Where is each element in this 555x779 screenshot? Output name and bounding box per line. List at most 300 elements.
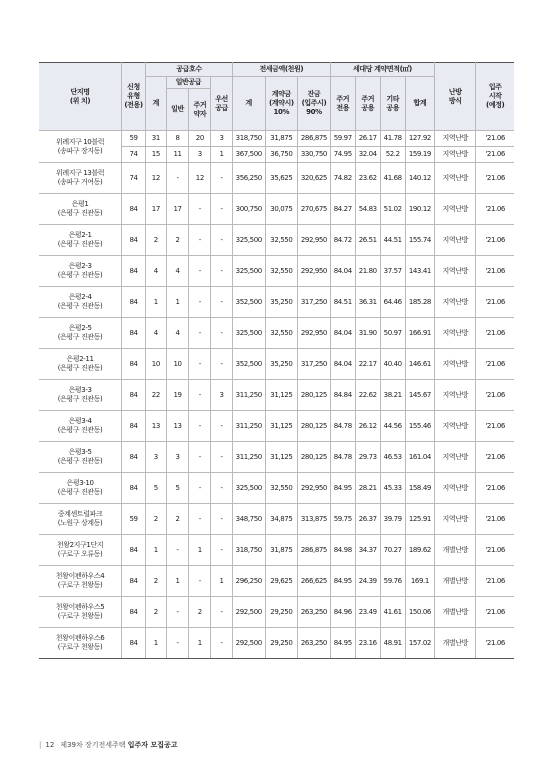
cell-heating: 지역난방 xyxy=(435,442,476,473)
cell-heating: 지역난방 xyxy=(435,473,476,504)
cell-movein: '21.06 xyxy=(476,194,514,225)
header-general: 일반 xyxy=(166,89,189,131)
cell-total: 2 xyxy=(146,225,167,256)
complex-name: 은평2-4 (은평구 진관동) xyxy=(39,287,122,318)
cell-movein: '21.06 xyxy=(476,535,514,566)
header-move-in: 입주 시작 (예정) xyxy=(476,63,514,131)
cell-movein: '21.06 xyxy=(476,504,514,535)
cell-total: 4 xyxy=(146,256,167,287)
cell-sum: 158.49 xyxy=(405,473,434,504)
cell-balance: 292,950 xyxy=(298,225,331,256)
header-vulnerable: 주거 약자 xyxy=(189,89,211,131)
cell-heating: 지역난방 xyxy=(435,225,476,256)
cell-contract: 35,625 xyxy=(265,163,298,194)
cell-movein: '21.06 xyxy=(476,628,514,659)
cell-priority: - xyxy=(211,287,233,318)
cell-balance: 263,250 xyxy=(298,628,331,659)
header-heating: 난방 방식 xyxy=(435,63,476,131)
cell-type: 59 xyxy=(122,504,146,535)
cell-vulnerable: 1 xyxy=(189,628,211,659)
cell-common: 24.39 xyxy=(355,566,380,597)
complex-name: 은평3-10 (은평구 진관동) xyxy=(39,473,122,504)
cell-vulnerable: - xyxy=(189,566,211,597)
cell-deposit: 367,500 xyxy=(232,147,265,163)
cell-movein: '21.06 xyxy=(476,131,514,147)
cell-balance: 280,125 xyxy=(298,411,331,442)
header-supply-group: 공급호수 xyxy=(146,63,233,77)
cell-priority: - xyxy=(211,473,233,504)
header-priority: 우선 공급 xyxy=(211,77,233,131)
cell-priority: - xyxy=(211,411,233,442)
cell-heating: 지역난방 xyxy=(435,504,476,535)
cell-common: 36.31 xyxy=(355,287,380,318)
cell-other: 51.02 xyxy=(380,194,405,225)
cell-common: 23.16 xyxy=(355,628,380,659)
cell-vulnerable: - xyxy=(189,194,211,225)
cell-vulnerable: - xyxy=(189,287,211,318)
cell-general: 17 xyxy=(166,194,189,225)
cell-type: 84 xyxy=(122,256,146,287)
table-row xyxy=(39,287,514,318)
cell-total: 4 xyxy=(146,318,167,349)
cell-type: 74 xyxy=(122,147,146,163)
cell-heating: 개별난방 xyxy=(435,566,476,597)
cell-deposit: 318,750 xyxy=(232,535,265,566)
cell-total: 10 xyxy=(146,349,167,380)
cell-common: 23.62 xyxy=(355,163,380,194)
cell-type: 84 xyxy=(122,535,146,566)
cell-priority: - xyxy=(211,163,233,194)
cell-sum: 159.19 xyxy=(405,147,434,163)
cell-exclusive: 84.51 xyxy=(330,287,355,318)
cell-type: 74 xyxy=(122,163,146,194)
complex-name: 천왕2지구1단지 (구로구 오류동) xyxy=(39,535,122,566)
complex-name: 은평1 (은평구 진관동) xyxy=(39,194,122,225)
cell-exclusive: 84.04 xyxy=(330,318,355,349)
cell-movein: '21.06 xyxy=(476,349,514,380)
cell-type: 84 xyxy=(122,225,146,256)
complex-name: 중계센트럴파크 (노원구 상계동) xyxy=(39,504,122,535)
cell-contract: 32,550 xyxy=(265,318,298,349)
cell-sum: 140.12 xyxy=(405,163,434,194)
cell-heating: 지역난방 xyxy=(435,194,476,225)
cell-general: - xyxy=(166,628,189,659)
complex-name: 은평2-3 (은평구 진관동) xyxy=(39,256,122,287)
cell-sum: 185.28 xyxy=(405,287,434,318)
cell-heating: 지역난방 xyxy=(435,147,476,163)
cell-sum: 166.91 xyxy=(405,318,434,349)
cell-exclusive: 84.96 xyxy=(330,597,355,628)
cell-balance: 317,250 xyxy=(298,349,331,380)
cell-type: 84 xyxy=(122,287,146,318)
cell-priority: 1 xyxy=(211,566,233,597)
cell-general: 5 xyxy=(166,473,189,504)
cell-exclusive: 84.78 xyxy=(330,442,355,473)
cell-common: 31.90 xyxy=(355,318,380,349)
cell-contract: 32,550 xyxy=(265,473,298,504)
cell-movein: '21.06 xyxy=(476,442,514,473)
header-general-group: 일반공급 xyxy=(166,77,211,89)
cell-deposit: 296,250 xyxy=(232,566,265,597)
cell-other: 59.76 xyxy=(380,566,405,597)
complex-name: 천왕이펜하우스4 (구로구 천왕동) xyxy=(39,566,122,597)
cell-general: 19 xyxy=(166,380,189,411)
cell-other: 44.51 xyxy=(380,225,405,256)
cell-priority: 3 xyxy=(211,380,233,411)
cell-sum: 157.02 xyxy=(405,628,434,659)
cell-exclusive: 84.27 xyxy=(330,194,355,225)
cell-priority: - xyxy=(211,225,233,256)
cell-general: 13 xyxy=(166,411,189,442)
cell-priority: - xyxy=(211,504,233,535)
cell-exclusive: 59.97 xyxy=(330,131,355,147)
cell-vulnerable: - xyxy=(189,504,211,535)
cell-priority: - xyxy=(211,318,233,349)
cell-exclusive: 84.04 xyxy=(330,256,355,287)
cell-total: 2 xyxy=(146,504,167,535)
cell-other: 38.21 xyxy=(380,380,405,411)
cell-movein: '21.06 xyxy=(476,566,514,597)
cell-deposit: 356,250 xyxy=(232,163,265,194)
cell-common: 28.21 xyxy=(355,473,380,504)
cell-balance: 263,250 xyxy=(298,597,331,628)
cell-exclusive: 84.78 xyxy=(330,411,355,442)
cell-total: 1 xyxy=(146,535,167,566)
cell-total: 2 xyxy=(146,566,167,597)
cell-total: 15 xyxy=(146,147,167,163)
cell-contract: 29,250 xyxy=(265,628,298,659)
footer-divider: | xyxy=(39,741,42,749)
cell-balance: 292,950 xyxy=(298,256,331,287)
cell-balance: 292,950 xyxy=(298,473,331,504)
cell-deposit: 292,500 xyxy=(232,628,265,659)
cell-sum: 150.06 xyxy=(405,597,434,628)
table-row xyxy=(39,411,514,442)
complex-name: 은평2-5 (은평구 진관동) xyxy=(39,318,122,349)
cell-sum: 127.92 xyxy=(405,131,434,147)
table-row xyxy=(39,597,514,628)
table-row xyxy=(39,473,514,504)
cell-contract: 32,550 xyxy=(265,256,298,287)
cell-heating: 개별난방 xyxy=(435,597,476,628)
cell-balance: 286,875 xyxy=(298,131,331,147)
cell-total: 31 xyxy=(146,131,167,147)
cell-vulnerable: 3 xyxy=(189,147,211,163)
page-number: 12 xyxy=(45,741,55,749)
cell-sum: 161.04 xyxy=(405,442,434,473)
cell-common: 21.80 xyxy=(355,256,380,287)
cell-sum: 169.1 xyxy=(405,566,434,597)
table-row xyxy=(39,504,514,535)
complex-name: 은평2-11 (은평구 진관동) xyxy=(39,349,122,380)
cell-other: 44.56 xyxy=(380,411,405,442)
cell-other: 41.78 xyxy=(380,131,405,147)
table-row xyxy=(39,628,514,659)
cell-general: - xyxy=(166,535,189,566)
cell-contract: 31,875 xyxy=(265,131,298,147)
cell-sum: 155.74 xyxy=(405,225,434,256)
cell-other: 37.57 xyxy=(380,256,405,287)
cell-deposit: 348,750 xyxy=(232,504,265,535)
cell-common: 26.51 xyxy=(355,225,380,256)
cell-contract: 31,875 xyxy=(265,535,298,566)
cell-heating: 지역난방 xyxy=(435,163,476,194)
cell-contract: 29,250 xyxy=(265,597,298,628)
cell-heating: 지역난방 xyxy=(435,411,476,442)
header-type: 신청 유형 (전용) xyxy=(122,63,146,131)
cell-other: 70.27 xyxy=(380,535,405,566)
cell-common: 32.04 xyxy=(355,147,380,163)
footer-doc-title-bold: 입주자 모집공고 xyxy=(127,741,178,749)
cell-balance: 317,250 xyxy=(298,287,331,318)
cell-movein: '21.06 xyxy=(476,473,514,504)
cell-contract: 35,250 xyxy=(265,287,298,318)
cell-priority: 3 xyxy=(211,131,233,147)
cell-common: 26.17 xyxy=(355,131,380,147)
header-contract-deposit: 계약금 (계약시) 10% xyxy=(265,77,298,131)
cell-type: 84 xyxy=(122,442,146,473)
table-row xyxy=(39,131,514,147)
cell-common: 54.83 xyxy=(355,194,380,225)
cell-heating: 지역난방 xyxy=(435,318,476,349)
cell-movein: '21.06 xyxy=(476,411,514,442)
cell-deposit: 352,500 xyxy=(232,349,265,380)
complex-name: 은평3-4 (은평구 진관동) xyxy=(39,411,122,442)
cell-exclusive: 84.72 xyxy=(330,225,355,256)
cell-general: - xyxy=(166,163,189,194)
header-area-total: 합계 xyxy=(405,77,434,131)
cell-exclusive: 84.04 xyxy=(330,349,355,380)
cell-general: - xyxy=(166,597,189,628)
cell-exclusive: 74.95 xyxy=(330,147,355,163)
cell-vulnerable: - xyxy=(189,473,211,504)
cell-vulnerable: - xyxy=(189,225,211,256)
cell-heating: 지역난방 xyxy=(435,287,476,318)
cell-heating: 지역난방 xyxy=(435,349,476,380)
cell-total: 3 xyxy=(146,442,167,473)
cell-vulnerable: 2 xyxy=(189,597,211,628)
cell-contract: 36,750 xyxy=(265,147,298,163)
cell-sum: 190.12 xyxy=(405,194,434,225)
cell-sum: 145.67 xyxy=(405,380,434,411)
table-row xyxy=(39,566,514,597)
cell-movein: '21.06 xyxy=(476,163,514,194)
cell-vulnerable: 20 xyxy=(189,131,211,147)
cell-type: 84 xyxy=(122,194,146,225)
cell-other: 41.68 xyxy=(380,163,405,194)
cell-vulnerable: 1 xyxy=(189,535,211,566)
header-deposit-group: 전세금액(천원) xyxy=(232,63,330,77)
header-area-other: 기타 공용 xyxy=(380,77,405,131)
complex-name: 은평3-3 (은평구 진관동) xyxy=(39,380,122,411)
cell-heating: 개별난방 xyxy=(435,628,476,659)
cell-other: 48.91 xyxy=(380,628,405,659)
cell-movein: '21.06 xyxy=(476,256,514,287)
cell-general: 1 xyxy=(166,566,189,597)
cell-sum: 143.41 xyxy=(405,256,434,287)
cell-contract: 30,075 xyxy=(265,194,298,225)
header-area-exclusive: 주거 전용 xyxy=(330,77,355,131)
cell-balance: 270,675 xyxy=(298,194,331,225)
complex-name: 위례지구 13블럭 (송파구 거여동) xyxy=(39,163,122,194)
cell-heating: 지역난방 xyxy=(435,256,476,287)
cell-priority: - xyxy=(211,349,233,380)
cell-movein: '21.06 xyxy=(476,147,514,163)
cell-general: 4 xyxy=(166,256,189,287)
table-row xyxy=(39,163,514,194)
cell-total: 13 xyxy=(146,411,167,442)
cell-type: 84 xyxy=(122,628,146,659)
complex-name: 은평3-5 (은평구 진관동) xyxy=(39,442,122,473)
cell-balance: 266,625 xyxy=(298,566,331,597)
cell-exclusive: 84.95 xyxy=(330,628,355,659)
cell-type: 84 xyxy=(122,318,146,349)
cell-deposit: 292,500 xyxy=(232,597,265,628)
cell-total: 5 xyxy=(146,473,167,504)
header-deposit-total: 계 xyxy=(232,77,265,131)
cell-contract: 35,250 xyxy=(265,349,298,380)
cell-general: 4 xyxy=(166,318,189,349)
cell-balance: 320,625 xyxy=(298,163,331,194)
cell-deposit: 352,500 xyxy=(232,287,265,318)
cell-other: 45.33 xyxy=(380,473,405,504)
table-row xyxy=(39,380,514,411)
cell-deposit: 325,500 xyxy=(232,473,265,504)
cell-common: 26.12 xyxy=(355,411,380,442)
cell-movein: '21.06 xyxy=(476,318,514,349)
header-area-group: 세대당 계약면적(㎡) xyxy=(330,63,434,77)
cell-vulnerable: - xyxy=(189,442,211,473)
cell-contract: 31,125 xyxy=(265,380,298,411)
cell-type: 84 xyxy=(122,380,146,411)
cell-common: 26.37 xyxy=(355,504,380,535)
cell-common: 22.62 xyxy=(355,380,380,411)
cell-contract: 34,875 xyxy=(265,504,298,535)
cell-deposit: 300,750 xyxy=(232,194,265,225)
cell-vulnerable: - xyxy=(189,256,211,287)
cell-general: 1 xyxy=(166,287,189,318)
cell-sum: 125.91 xyxy=(405,504,434,535)
cell-contract: 31,125 xyxy=(265,442,298,473)
cell-balance: 280,125 xyxy=(298,442,331,473)
cell-balance: 292,950 xyxy=(298,318,331,349)
cell-heating: 지역난방 xyxy=(435,380,476,411)
complex-name: 위례지구 10블럭 (송파구 장지동) xyxy=(39,131,122,163)
cell-balance: 280,125 xyxy=(298,380,331,411)
cell-type: 84 xyxy=(122,349,146,380)
cell-priority: - xyxy=(211,628,233,659)
cell-type: 59 xyxy=(122,131,146,147)
footer-doc-title: 제39차 장기전세주택 xyxy=(60,741,126,749)
cell-contract: 31,125 xyxy=(265,411,298,442)
cell-balance: 330,750 xyxy=(298,147,331,163)
cell-deposit: 311,250 xyxy=(232,380,265,411)
page-footer xyxy=(39,740,178,750)
table-row xyxy=(39,318,514,349)
cell-balance: 286,875 xyxy=(298,535,331,566)
header-area-common: 주거 공용 xyxy=(355,77,380,131)
cell-other: 46.53 xyxy=(380,442,405,473)
cell-exclusive: 84.95 xyxy=(330,566,355,597)
cell-heating: 지역난방 xyxy=(435,131,476,147)
header-supply-total: 계 xyxy=(146,77,167,131)
table-row xyxy=(39,349,514,380)
cell-general: 8 xyxy=(166,131,189,147)
header-complex: 단지명 (위 치) xyxy=(39,63,122,131)
cell-movein: '21.06 xyxy=(476,287,514,318)
cell-other: 39.79 xyxy=(380,504,405,535)
cell-exclusive: 84.95 xyxy=(330,473,355,504)
cell-total: 1 xyxy=(146,287,167,318)
table-row xyxy=(39,194,514,225)
cell-general: 11 xyxy=(166,147,189,163)
cell-type: 84 xyxy=(122,566,146,597)
complex-name: 천왕이펜하우스5 (구로구 천왕동) xyxy=(39,597,122,628)
cell-contract: 32,550 xyxy=(265,225,298,256)
housing-supply-table xyxy=(39,62,514,659)
cell-vulnerable: - xyxy=(189,380,211,411)
cell-type: 84 xyxy=(122,597,146,628)
cell-general: 2 xyxy=(166,504,189,535)
cell-total: 1 xyxy=(146,628,167,659)
cell-type: 84 xyxy=(122,411,146,442)
cell-deposit: 325,500 xyxy=(232,256,265,287)
cell-common: 22.17 xyxy=(355,349,380,380)
cell-sum: 189.62 xyxy=(405,535,434,566)
cell-total: 22 xyxy=(146,380,167,411)
table-row xyxy=(39,535,514,566)
cell-type: 84 xyxy=(122,473,146,504)
table-row xyxy=(39,256,514,287)
cell-general: 3 xyxy=(166,442,189,473)
cell-other: 52.2 xyxy=(380,147,405,163)
cell-deposit: 325,500 xyxy=(232,318,265,349)
table-row xyxy=(39,225,514,256)
cell-other: 40.40 xyxy=(380,349,405,380)
cell-sum: 155.46 xyxy=(405,411,434,442)
cell-priority: - xyxy=(211,194,233,225)
cell-common: 23.49 xyxy=(355,597,380,628)
header-balance: 잔금 (입주시) 90% xyxy=(298,77,331,131)
cell-general: 10 xyxy=(166,349,189,380)
cell-total: 12 xyxy=(146,163,167,194)
cell-other: 64.46 xyxy=(380,287,405,318)
cell-priority: - xyxy=(211,442,233,473)
cell-movein: '21.06 xyxy=(476,225,514,256)
cell-priority: 1 xyxy=(211,147,233,163)
cell-contract: 29,625 xyxy=(265,566,298,597)
cell-common: 29.73 xyxy=(355,442,380,473)
cell-deposit: 325,500 xyxy=(232,225,265,256)
cell-deposit: 311,250 xyxy=(232,442,265,473)
cell-exclusive: 74.82 xyxy=(330,163,355,194)
cell-balance: 313,875 xyxy=(298,504,331,535)
cell-vulnerable: 12 xyxy=(189,163,211,194)
cell-vulnerable: - xyxy=(189,411,211,442)
complex-name: 은평2-1 (은평구 진관동) xyxy=(39,225,122,256)
cell-exclusive: 84.98 xyxy=(330,535,355,566)
cell-general: 2 xyxy=(166,225,189,256)
complex-name: 천왕이펜하우스6 (구로구 천왕동) xyxy=(39,628,122,659)
cell-movein: '21.06 xyxy=(476,380,514,411)
cell-priority: - xyxy=(211,535,233,566)
cell-vulnerable: - xyxy=(189,318,211,349)
cell-movein: '21.06 xyxy=(476,597,514,628)
cell-exclusive: 59.75 xyxy=(330,504,355,535)
cell-sum: 146.61 xyxy=(405,349,434,380)
table-row xyxy=(39,442,514,473)
cell-priority: - xyxy=(211,256,233,287)
